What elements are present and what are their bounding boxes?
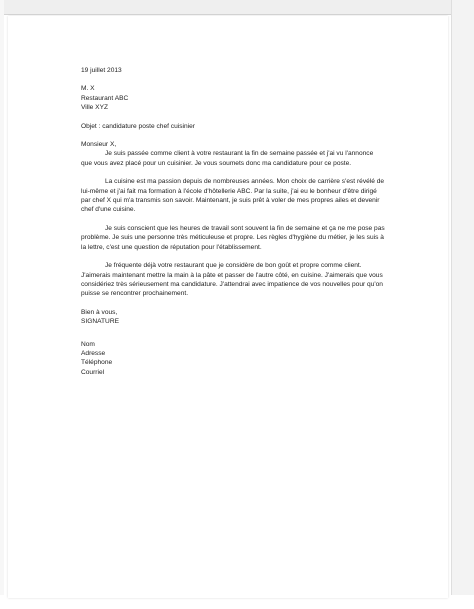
letter-subject: Objet : candidature poste chef cuisinier — [81, 122, 195, 130]
sender-phone: Téléphone — [81, 359, 113, 367]
recipient-company: Restaurant ABC — [81, 94, 129, 102]
letter-paragraph-2: La cuisine est ma passion depuis de nombreuses années. Mon choix de carrière s'est révélé de lui-même et j'ai fait ma formation à l'école d'hôtellerie ABC. Par la suite, j'ai eu le bonheur d'être dirigé par chef X qui m'a transmis son savoir. Maintenant, je suis prêt à voler de mes propres ailes et devenir chef d'une cuisine. — [81, 178, 385, 214]
cover-letter — [81, 66, 391, 377]
viewer-scrollbar[interactable] — [451, 0, 474, 609]
sender-name: Nom — [81, 340, 95, 348]
viewer-top-bar — [0, 0, 474, 15]
recipient-block — [81, 84, 391, 112]
letter-paragraph-4: Je fréquente déjà votre restaurant que je considère de bon goût et propre comme client. J'aimerais maintenant mettre la main à la pâte et passer de l'autre côté, en cuisine. J'aimerais que vous considériez très sérieusement ma candidature. J'attendrai avec impatience de vos nouvelles pour qu'on puisse se rencontrer prochainement. — [81, 262, 383, 298]
sender-email: Courriel — [81, 368, 105, 376]
recipient-city: Ville XYZ — [81, 104, 108, 112]
sender-address: Adresse — [81, 349, 106, 357]
viewer-left-edge — [0, 0, 4, 609]
letter-closing: Bien à vous, — [81, 308, 118, 316]
letter-date: 19 juillet 2013 — [81, 67, 122, 74]
letter-paragraph-1: Je suis passée comme client à votre restaurant la fin de semaine passée et j'ai vu l'annonce que vous avez placé pour un cuisinier. Je vous soumets donc ma candidature pour ce poste. — [81, 150, 374, 167]
letter-paragraph-3: Je suis conscient que les heures de travail sont souvent la fin de semaine et ça ne me pose pas problème. Je suis une personne très méticuleuse et propre. Les règles d'hygiène du métier, je les suis à la lettre, c'est une question de réputation pour l'établissement. — [81, 224, 385, 251]
sender-block — [81, 340, 391, 378]
letter-signature: SIGNATURE — [81, 318, 119, 326]
recipient-name: M. X — [81, 85, 95, 93]
letter-salutation: Monsieur X, — [81, 141, 117, 149]
